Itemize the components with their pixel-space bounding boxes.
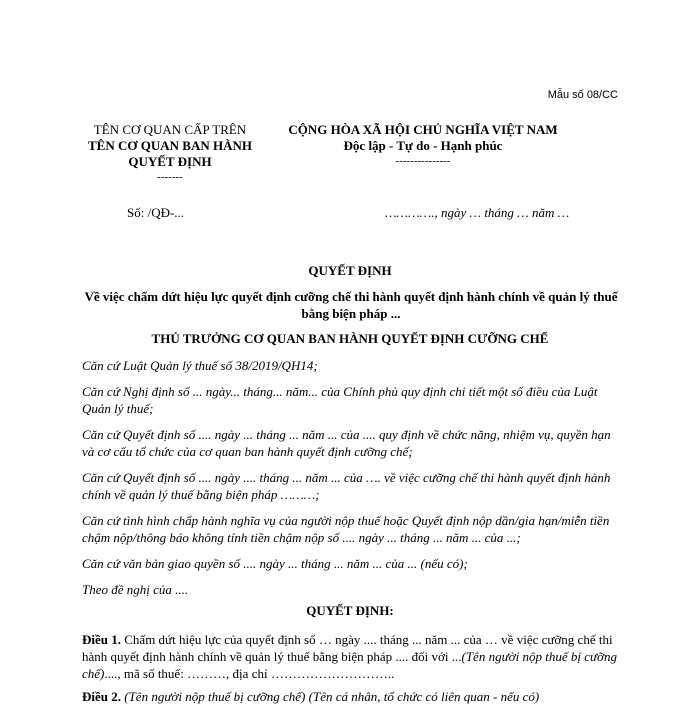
issuing-agency-header	[70, 122, 270, 184]
legal-basis-item: Căn cứ Luật Quản lý thuế số 38/2019/QH14;	[82, 358, 318, 373]
issuing-agency-name-cont: QUYẾT ĐỊNH	[128, 154, 212, 169]
legal-basis-item: Theo đề nghị của ....	[82, 582, 189, 597]
article-1-label: Điều 1.	[82, 632, 121, 647]
document-subject: Về việc chấm dứt hiệu lực quyết định cưỡng chế thi hành quyết định hành chính về quản lý thuế bằng biện pháp ...	[84, 289, 618, 321]
national-motto: Độc lập - Tự do - Hạnh phúc	[343, 138, 503, 153]
article-1-taxpayer: (Tên người nộp thuế bị cưỡng chế)	[82, 649, 617, 681]
decision-heading: QUYẾT ĐỊNH:	[306, 603, 394, 618]
legal-basis-item: Căn cứ Quyết định số .... ngày ... tháng ... năm ... của .... quy định về chức năng, nhiệm vụ, quyền hạn và cơ cấu tổ chức của cơ quan ban hành quyết định cưỡng chế;	[82, 427, 611, 459]
country-name: CỘNG HÒA XÃ HỘI CHỦ NGHĨA VIỆT NAM	[288, 122, 558, 137]
document-title: QUYẾT ĐỊNH	[308, 263, 392, 278]
right-divider: ---------------	[395, 155, 451, 167]
form-code: Mẫu số 08/CC	[547, 89, 618, 101]
issuing-agency-name: TÊN CƠ QUAN BAN HÀNH	[88, 138, 252, 153]
article-1-text: Chấm dứt hiệu lực của quyết định số … ngày .... tháng ... năm ... của … về việc cưỡng chế thi hành quyết định hành chính về quản lý thuế bằng biện pháp .... đối với ...	[82, 632, 613, 664]
national-header	[268, 122, 578, 168]
issuing-authority: THỦ TRƯỞNG CƠ QUAN BAN HÀNH QUYẾT ĐỊNH CƯỠNG CHẾ	[151, 331, 549, 346]
article-2-taxpayer: (Tên người nộp thuế bị cưỡng chế)	[121, 689, 306, 704]
decision-number: Số: /QĐ-...	[127, 205, 185, 220]
legal-basis-item: Căn cứ văn bản giao quyền số .... ngày ... tháng ... năm ... của ... (nếu có);	[82, 556, 468, 571]
left-divider: -------	[157, 171, 183, 183]
place-date: …………., ngày … tháng … năm …	[385, 205, 570, 220]
legal-basis-item: Căn cứ Nghị định số ... ngày... tháng... năm... của Chính phủ quy định chi tiết một số điều của Luật Quản lý thuế;	[82, 384, 598, 416]
article-2-label: Điều 2.	[82, 689, 121, 704]
parent-agency-name: TÊN CƠ QUAN CẤP TRÊN	[93, 122, 247, 137]
legal-bases	[82, 357, 622, 607]
article-1	[82, 631, 622, 682]
article-2	[82, 688, 622, 705]
legal-basis-item: Căn cứ tình hình chấp hành nghĩa vụ của người nộp thuế hoặc Quyết định nộp dần/gia hạn/miễn tiền chậm nộp/thông báo không tính tiền chậm nộp số .... ngày ... tháng ... năm ... của ...;	[82, 513, 610, 545]
article-2-related-party: (Tên cá nhân, tổ chức có liên quan - nếu có)	[305, 689, 540, 704]
article-1-text-2: ...., mã số thuế: ………, địa chỉ ………………………..	[104, 666, 395, 681]
legal-basis-item: Căn cứ Quyết định số .... ngày .... tháng ... năm ... của …. về việc cưỡng chế thi hành quyết định hành chính về quản lý thuế bằng biện pháp ………;	[82, 470, 611, 502]
